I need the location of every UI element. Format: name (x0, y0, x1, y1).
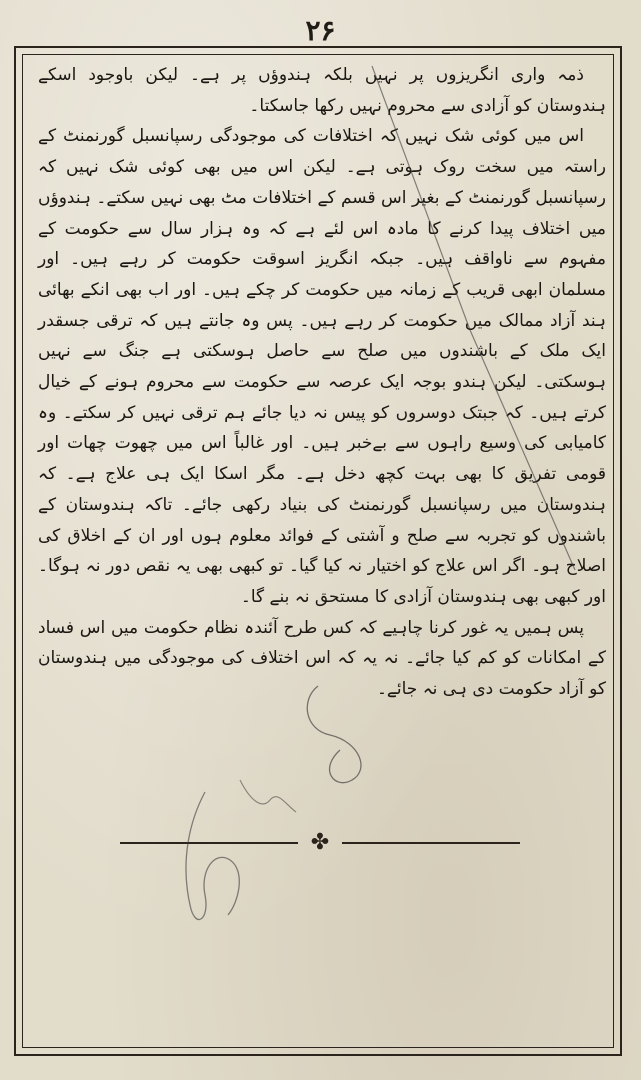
body-text (38, 60, 606, 705)
paragraph-3: پس ہمیں یہ غور کرنا چاہیے کہ کس طرح آئندہ نظام حکومت میں اس فساد کے امکانات کو کم کیا جائے۔ نہ یہ کہ اس اختلاف کی موجودگی میں ہندوستان کو آزاد حکومت دی ہی نہ جائے۔ (38, 617, 606, 700)
divider-rule-left (120, 842, 298, 844)
page-number: ۲۶ (305, 14, 336, 47)
divider-rule-right (342, 842, 520, 844)
fleuron-icon: ✤ (310, 830, 330, 855)
paragraph-2: اس میں کوئی شک نہیں کہ اختلافات کی موجودگی رسپانسبل گورنمنٹ کے راستہ میں سخت روک ہوتی ہے۔ لیکن اس میں بھی کوئی شک نہیں کہ رسپانسبل گورنمنٹ کے بغیر اس قسم کے اختلافات مٹ بھی نہیں سکتے۔ ہندوؤں میں اختلاف پیدا کرنے کا مادہ اس لئے ہے کہ وہ ہزار سال سے حکومت کے مفہوم سے ناواقف ہیں۔ جبکہ انگریز اسوقت حکومت کر رہے ہیں۔ اور مسلمان ابھی قریب کے زمانہ میں حکومت کر چکے ہیں۔ اور اب بھی انکے بھائی ہند آزاد ممالک میں حکومت کر رہے ہیں۔ پس وہ جانتے ہیں کہ ترقی جسقدر ایک ملک کے باشندوں میں صلح سے حاصل ہوسکتی ہے جنگ سے نہیں ہوسکتی۔ لیکن ہندو بوجہ ایک عرصہ سے حکومت سے محروم ہونے کے خیال کرتے ہیں۔ کہ جبتک دوسروں کو پیس نہ دیا جائے ہم ترقی نہیں کر سکتے۔ وہ کامیابی کی وسیع راہوں سے بےخبر ہیں۔ اور غالباً اس میں چھوت چھات اور قومی تفریق کا بھی بہت کچھ دخل ہے۔ مگر اسکا ایک ہی علاج ہے۔ کہ ہندوستان میں رسپانسبل گورنمنٹ کی بنیاد رکھی جائے۔ تاکہ ہندوستان کے باشندوں کو تجربہ سے صلح و آشتی کے فوائد معلوم ہوں اور ان کے اخلاق کی اصلاح ہو۔ اگر اس علاج کو اختیار نہ کیا گیا۔ تو کبھی بھی یہ نقص دور نہ ہوگا۔ اور کبھی بھی ہندوستان آزادی کا مستحق نہ بنے گا۔ (38, 126, 606, 607)
section-divider-ornament (120, 828, 520, 858)
paragraph-1: ذمہ واری انگریزوں پر نہیں بلکہ ہندوؤں پر ہے۔ لیکن باوجود اسکے ہندوستان کو آزادی سے محروم نہیں رکھا جاسکتا۔ (38, 65, 606, 116)
